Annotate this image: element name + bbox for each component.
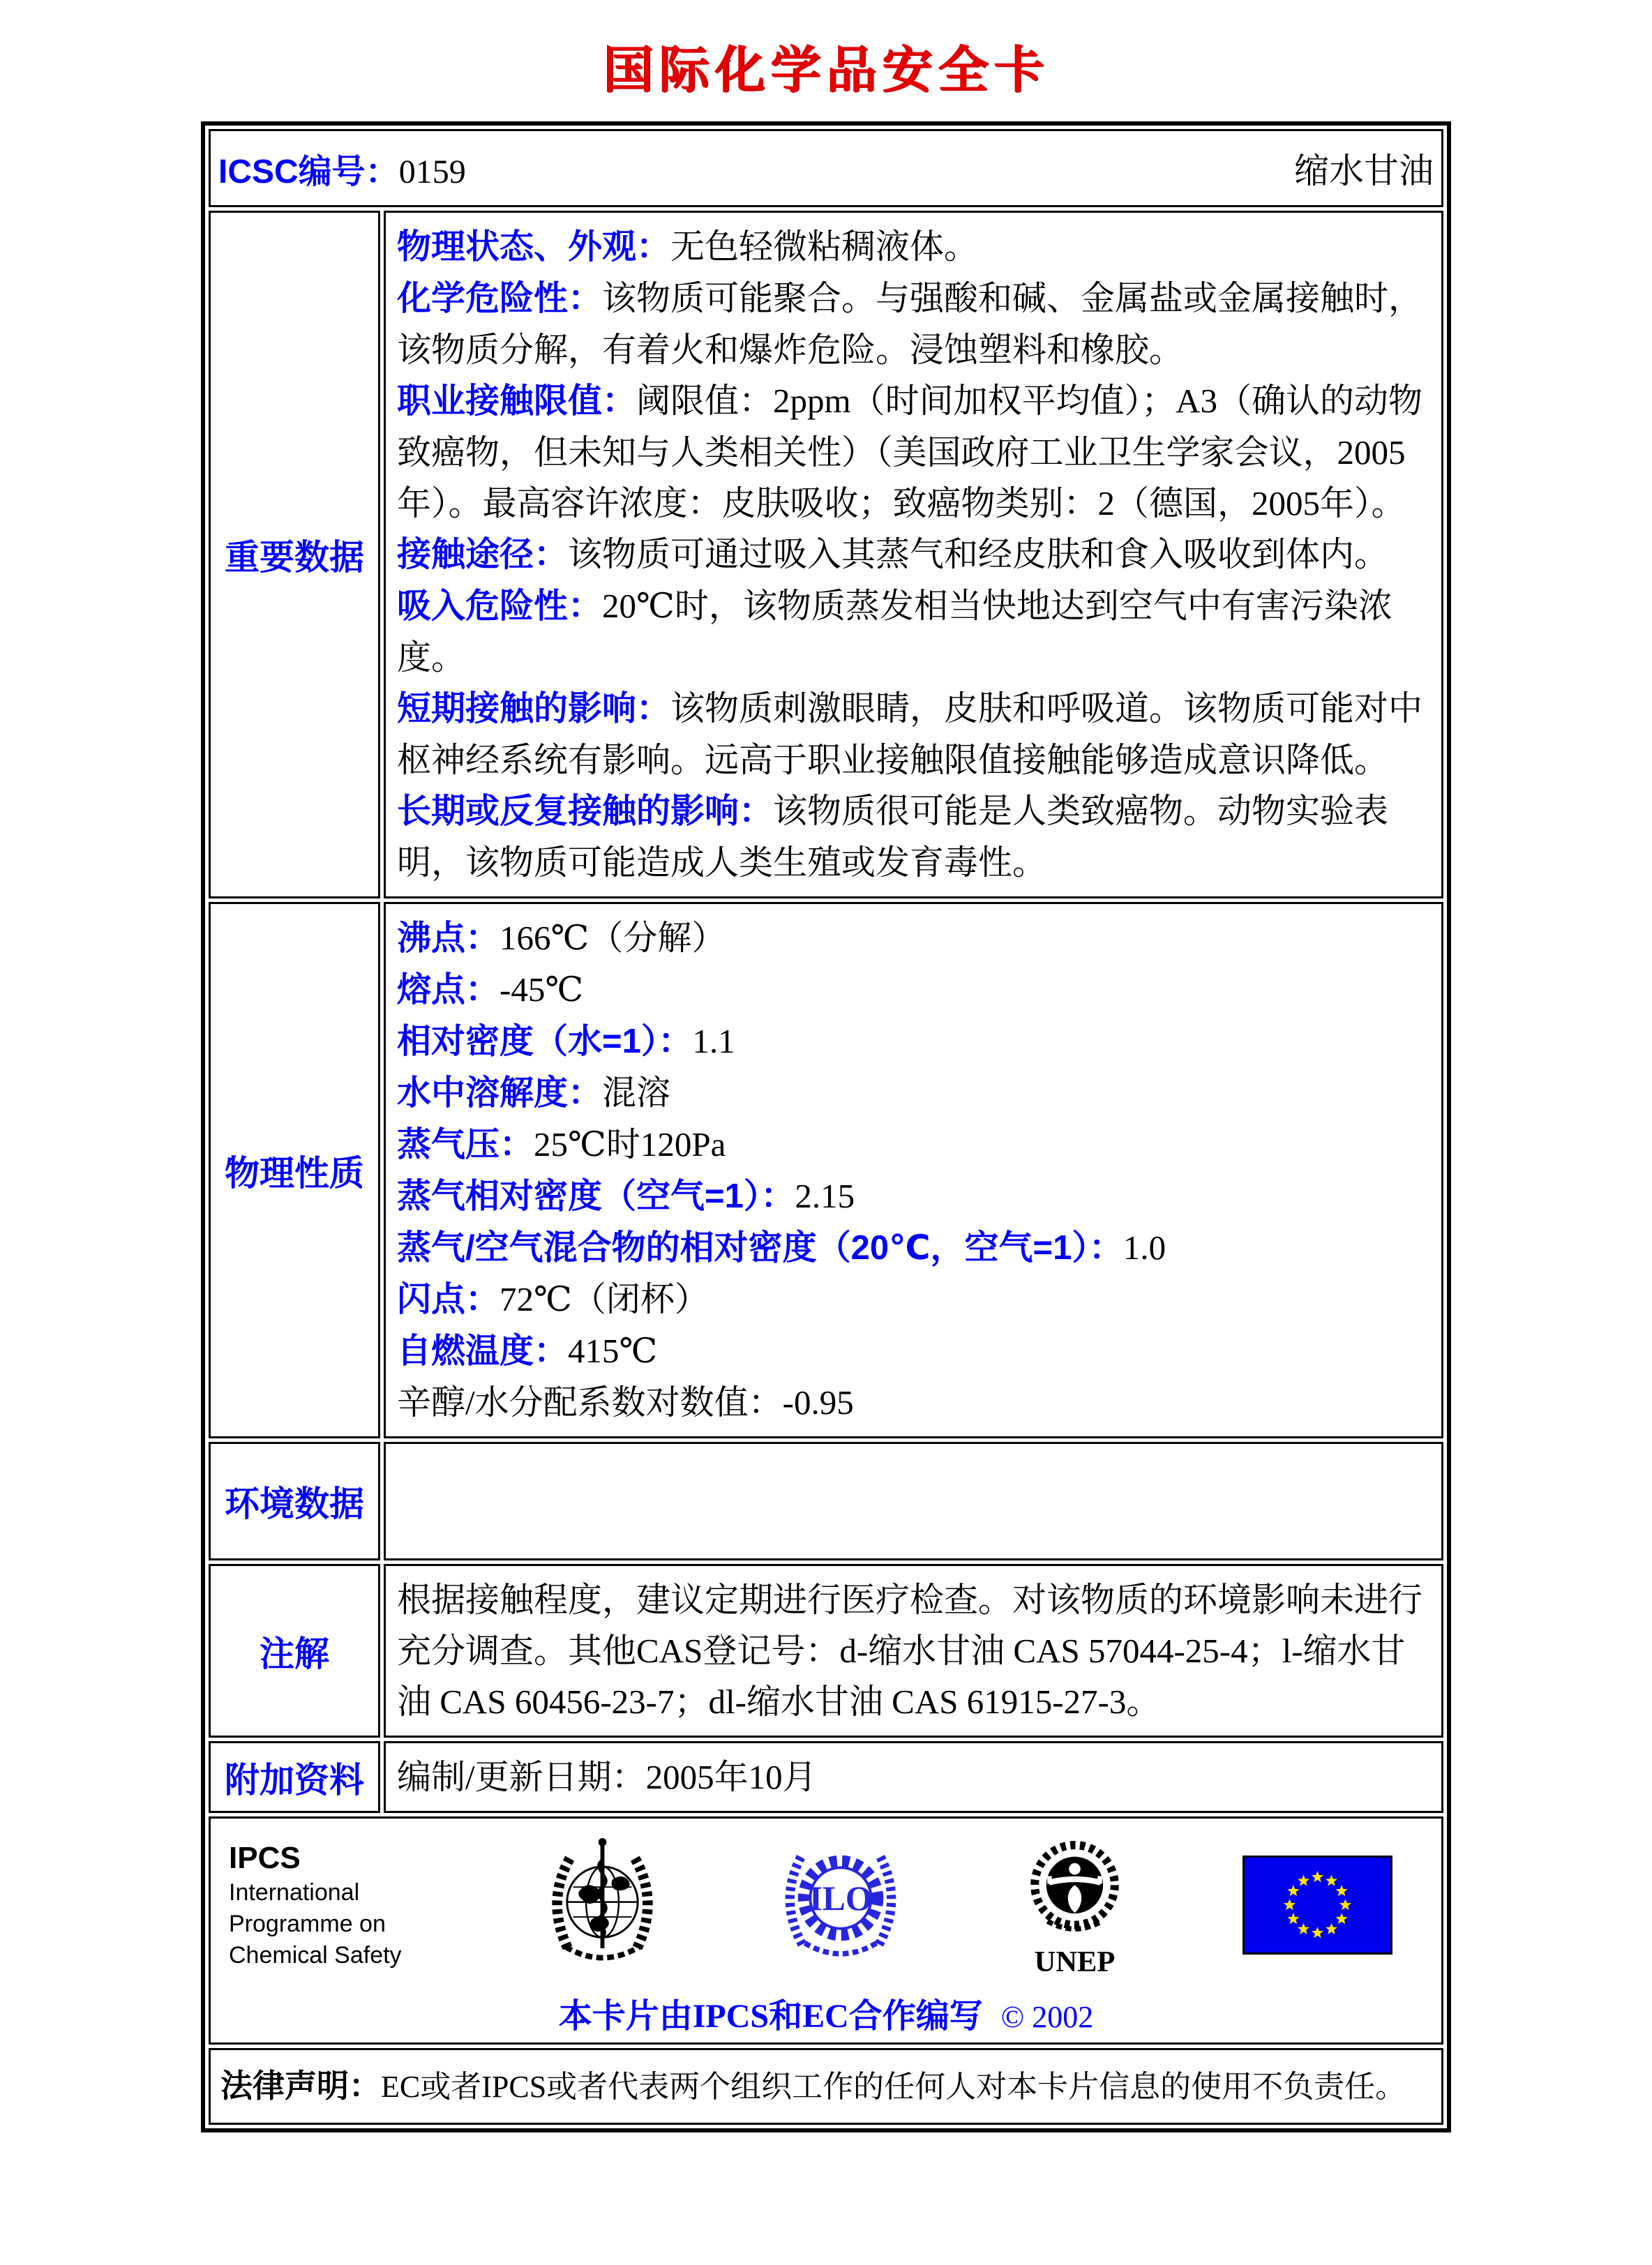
- icsc-number-value: 0159: [398, 153, 466, 190]
- unep-letters: UNEP: [1034, 1946, 1116, 1979]
- ipcs-text-block: [229, 1839, 431, 1971]
- property-line: [397, 1119, 1430, 1171]
- who-logo-icon: [534, 1834, 670, 1977]
- ipcs-subtitle-line: International: [229, 1879, 360, 1906]
- environmental-data-content: [384, 1442, 1443, 1560]
- important-item: [397, 273, 1430, 375]
- property-label: 自燃温度：: [397, 1332, 569, 1370]
- who-logo: [534, 1834, 670, 1977]
- item-label: 接触途径：: [397, 536, 569, 573]
- property-value: 2.15: [795, 1177, 855, 1215]
- item-label: 化学危险性：: [397, 280, 603, 317]
- property-value: 1.0: [1122, 1228, 1166, 1267]
- additional-info-content: 编制/更新日期：2005年10月: [384, 1741, 1443, 1813]
- additional-info-label: 附加资料: [209, 1741, 380, 1813]
- property-label: 蒸气压：: [397, 1126, 534, 1164]
- eu-flag: [1242, 1856, 1392, 1955]
- ilo-logo-icon: [774, 1835, 907, 1975]
- property-label: 水中溶解度：: [397, 1074, 603, 1112]
- important-data-content: [384, 211, 1443, 898]
- property-value: 1.1: [692, 1022, 735, 1060]
- item-label: 职业接触限值：: [397, 382, 637, 420]
- property-label: 蒸气相对密度（空气=1）：: [397, 1177, 795, 1215]
- property-line: [397, 1016, 1430, 1067]
- physical-properties-content: [384, 902, 1443, 1438]
- property-line: [397, 1325, 1430, 1377]
- property-label: 熔点：: [397, 971, 500, 1009]
- header-row: [209, 129, 1443, 207]
- important-item: [397, 375, 1430, 529]
- notes-row: [209, 1564, 1443, 1738]
- legal-row: [209, 2048, 1443, 2125]
- legal-text: EC或者IPCS或者代表两个组织工作的任何人对本卡片信息的使用不负责任。: [381, 2070, 1406, 2104]
- unep-logo: [1010, 1828, 1139, 1982]
- important-data-row: [209, 211, 1443, 898]
- cooperation-caption: [218, 1989, 1434, 2037]
- item-text: 无色轻微粘稠液体。: [670, 227, 979, 266]
- item-label: 吸入危险性：: [397, 587, 603, 625]
- property-line: [397, 964, 1430, 1016]
- property-value: -45℃: [500, 970, 584, 1009]
- property-line: [397, 1171, 1430, 1222]
- legal-cell: [209, 2048, 1443, 2125]
- property-value: 混溶: [602, 1074, 671, 1112]
- safety-card-table: [201, 121, 1451, 2132]
- ilo-letters: ILO: [809, 1879, 872, 1918]
- property-line: [397, 1067, 1430, 1119]
- item-label: 物理状态、外观：: [397, 228, 671, 266]
- copyright-text: © 2002: [1000, 2000, 1094, 2034]
- property-line: [397, 1274, 1430, 1325]
- important-item: [397, 683, 1430, 785]
- page-title: 国际化学品安全卡: [602, 43, 1049, 98]
- important-data-label: 重要数据: [209, 211, 380, 898]
- icsc-number-label: ICSC编号：: [218, 153, 399, 190]
- eu-flag-icon: [1242, 1856, 1392, 1955]
- property-value: 166℃（分解）: [500, 919, 726, 957]
- unep-logo-icon: [1010, 1828, 1139, 1982]
- notes-content: 根据接触程度，建议定期进行医疗检查。对该物质的环境影响未进行充分调查。其他CAS登记号：d-缩水甘油 CAS 57044-25-4；l-缩水甘油 CAS 60456-23-7；dl-缩水甘油 CAS 61915-27-3。: [384, 1564, 1443, 1738]
- caption-text: 本卡片由IPCS和EC合作编写: [558, 1998, 983, 2035]
- icsc-number: [218, 144, 466, 193]
- property-label: 相对密度（水=1）：: [397, 1023, 693, 1060]
- item-text: 该物质可能聚合。与强酸和碱、金属盐或金属接触时，该物质分解，有着火和爆炸危险。浸蚀塑料和橡胶。: [397, 279, 1423, 369]
- header-cell: [209, 129, 1443, 207]
- item-label: 短期接触的影响：: [397, 690, 671, 728]
- physical-properties-row: [209, 902, 1443, 1438]
- property-label: 沸点：: [397, 919, 500, 957]
- important-item: [397, 580, 1430, 683]
- property-value: 415℃: [568, 1332, 658, 1370]
- property-line: [397, 1377, 1430, 1428]
- property-value: 25℃时120Pa: [534, 1125, 726, 1164]
- ipcs-subtitle-line: Chemical Safety: [229, 1941, 402, 1969]
- property-label: 闪点：: [397, 1281, 500, 1318]
- environmental-data-label: 环境数据: [209, 1442, 380, 1560]
- important-item: [397, 529, 1430, 580]
- important-item: [397, 785, 1430, 888]
- item-label: 长期或反复接触的影响：: [397, 792, 774, 830]
- property-value: -0.95: [782, 1383, 854, 1422]
- additional-info-row: [209, 1741, 1443, 1813]
- item-text: 20℃时，该物质蒸发相当快地达到空气中有害污染浓度。: [397, 587, 1392, 677]
- chemical-name: 缩水甘油: [1294, 151, 1434, 190]
- important-item: [397, 221, 1430, 273]
- property-line: [397, 1222, 1430, 1274]
- notes-label: 注解: [209, 1564, 380, 1738]
- ilo-logo: [774, 1835, 907, 1975]
- item-text: 该物质可通过吸入其蒸气和经皮肤和食入吸收到体内。: [568, 535, 1389, 573]
- ipcs-title: IPCS: [229, 1840, 301, 1875]
- environmental-data-row: [209, 1442, 1443, 1560]
- property-label: 蒸气/空气混合物的相对密度（20℃，空气=1）：: [397, 1229, 1123, 1267]
- property-label: 辛醇/水分配系数对数值：: [397, 1383, 783, 1422]
- logos-row: [209, 1816, 1443, 2045]
- item-text: 该物质很可能是人类致癌物。动物实验表明，该物质可能造成人类生殖或发育毒性。: [397, 792, 1389, 882]
- item-text: 阈限值：2ppm（时间加权平均值）；A3（确认的动物致癌物，但未知与人类相关性）（美国政府工业卫生学家会议，2005年）。最高容许浓度：皮肤吸收；致癌物类别：2（德国，2005年）。: [397, 382, 1423, 522]
- item-text: 该物质刺激眼睛，皮肤和呼吸道。该物质可能对中枢神经系统有影响。远高于职业接触限值接触能够造成意识降低。: [397, 689, 1423, 779]
- ipcs-subtitle-line: Programme on: [229, 1910, 386, 1937]
- physical-properties-label: 物理性质: [209, 902, 380, 1438]
- property-value: 72℃（闭杯）: [500, 1280, 709, 1318]
- legal-label: 法律声明：: [220, 2068, 381, 2104]
- logos-cell: [209, 1816, 1443, 2045]
- property-line: [397, 912, 1430, 964]
